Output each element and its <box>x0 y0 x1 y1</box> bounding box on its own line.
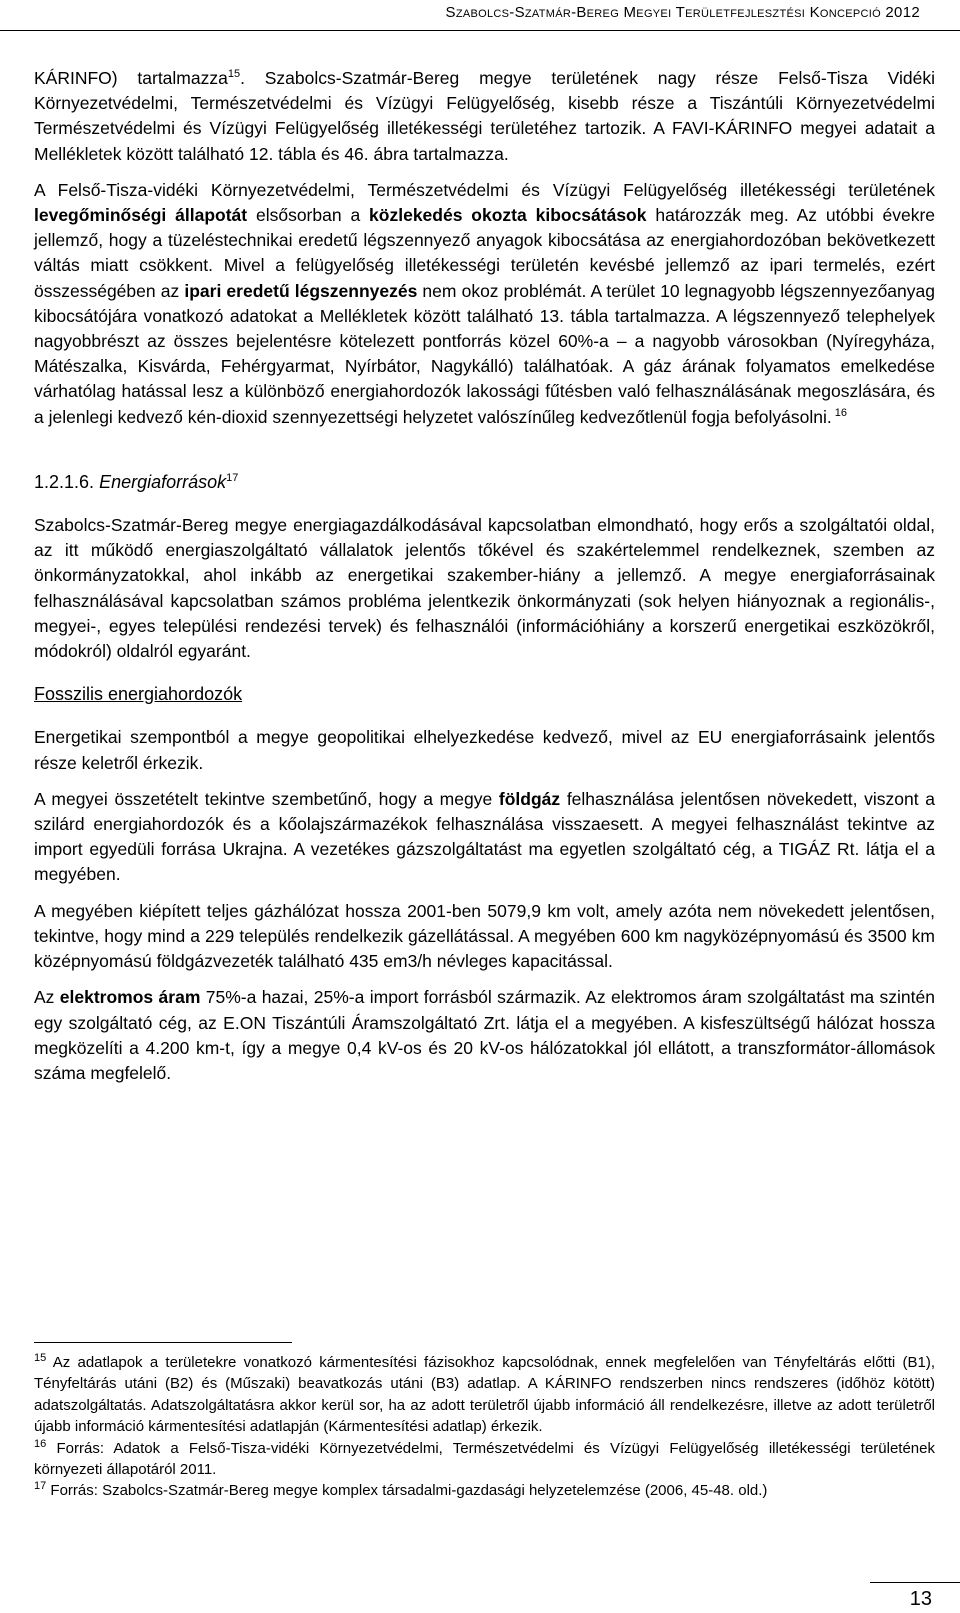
p5-text-1: A megyei összetételt tekintve szembetűnő, hogy a megye <box>34 788 499 809</box>
p2-text-4: nem okoz problémát. A terület 10 legnagyobb légszennyezőanyag kibocsátójára vonatkozó adatokat a Mellékletek között található 13. tábla tartalmazza. A légszennyező telephelyek nagyobbrészt az összes bejelentésre kötelezett pontforrás közel 60%-a – a nagyobb városokban (Nyíregyháza, Mátészalka, Kisvárda, Fehérgyarmat, Nyírbátor, Nagykálló) találhatóak. A gáz árának folyamatos emelkedése várhatólag hatással lesz a különböző energiahordozók lakossági fűtésben való felhasználásának megoszlására, és a jelenlegi kedvező kén-dioxid szennyezettségi helyzetet valószínűleg kedvezőtlenül fogja befolyásolni. <box>34 280 935 427</box>
p1-text-b: . Szabolcs-Szatmár-Bereg megye területének nagy része Felső-Tisza Vidéki Környezetvédelmi, Természetvédelmi és Vízügyi Felügyelőség, kisebb része a Tiszántúli Környezetvédelmi Természetvédelmi és Vízügyi Felügyelőség illetékességi területéhez tartozik. A FAVI-KÁRINFO megyei adatait a Mellékletek között található 12. tábla és 46. ábra tartalmazza. <box>34 68 935 164</box>
page-number-rule <box>870 1582 960 1583</box>
footnote-divider <box>34 1342 292 1343</box>
section-number: 1.2.1.6. <box>34 471 95 492</box>
footnote-number: 17 <box>34 1480 47 1493</box>
p2-bold-3: ipari eredetű légszennyezés <box>184 280 418 301</box>
p2-text-3: határozzák meg. Az utóbbi évekre jellemző, hogy a tüzeléstechnikai eredetű légszennyező anyagok kibocsátása az energiahordozóban bekövetkezett váltás miatt csökkent. Mivel a felügyelőség illetékességi területén kevésbé jellemző az ipari termelés, ezért összességében az <box>34 205 936 301</box>
p7-bold-1: elektromos áram <box>59 987 201 1008</box>
footnote-text: Az adatlapok a területekre vonatkozó kármentesítési fázisokhoz kapcsolódnak, ennek megfelelően van Tényfeltárás előtti (B1), Tényfeltárás utáni (B2) és (Műszaki) beavatkozás utáni (B3) adatlap. A KÁRINFO rendszerben nincs rendszeres (időhöz kötött) adatszolgáltatás. Adatszolgáltatásra akkor kerül sor, ha az adott területről újabb információ áll rendelkezésre, illetve az adott területről újabb információ kármentesítési adatlapján (Kármentesítési adatlap) érkezik. <box>34 1354 935 1436</box>
running-header <box>0 4 960 21</box>
paragraph-7 <box>34 985 935 1086</box>
header-title: Szabolcs-Szatmár-Bereg Megyei Területfejlesztési Koncepció 2012 <box>445 4 920 21</box>
header-divider <box>0 30 960 31</box>
p7-text-1: Az <box>34 987 60 1008</box>
paragraph-6: A megyében kiépített teljes gázhálózat hossza 2001-ben 5079,9 km volt, amely azóta nem növekedett jelentősen, tekintve, hogy mind a 229 település rendelkezik gázellátással. A megyében 600 km nagyközépnyomású és 3500 km középnyomású földgázvezeték található 435 em3/h névleges kapacitással. <box>34 900 935 972</box>
paragraph-2 <box>34 178 935 430</box>
p1-text-a: KÁRINFO) tartalmazza <box>34 68 228 88</box>
footnote-text: Forrás: Szabolcs-Szatmár-Bereg megye komplex társadalmi-gazdasági helyzetelemzése (2006, 45-48. old.) <box>46 1482 768 1500</box>
p5-text-2: felhasználása jelentősen növekedett, viszont a szilárd energiahordozók és a kőolajszármazékok felhasználása visszaesett. A megyei felhasználást tekintve az import egyedüli forrása Ukrajna. A vezetékes gázszolgáltatást ma egyetlen szolgáltató cég, a TIGÁZ Rt. látja el a megyében. <box>34 788 935 885</box>
footnote-text: Forrás: Adatok a Felső-Tisza-vidéki Környezetvédelmi, Természetvédelmi és Vízügyi Felügyelőség illetékességi területének környezeti állapotáról 2011. <box>34 1439 935 1479</box>
footnote-number: 15 <box>34 1352 47 1364</box>
footnote-ref-15[interactable]: 15 <box>227 68 241 81</box>
footnotes <box>34 1352 935 1502</box>
section-title: Energiaforrások <box>99 471 227 492</box>
footnote-16 <box>34 1438 935 1481</box>
section-heading <box>34 470 935 495</box>
p7-text-2: 75%-a hazai, 25%-a import forrásból származik. Az elektromos áram szolgáltatást ma szintén egy szolgáltató cég, az E.ON Tiszántúli Áramszolgáltató Zrt. látja el a megyében. A kisfeszültségű hálózat hossza megközelíti a 4.200 km-t, így a megye 0,4 kV-os és 20 kV-os hálózatokkal jól ellátott, a transzformátor-állomások száma megfelelő. <box>34 987 935 1083</box>
paragraph-3: Szabolcs-Szatmár-Bereg megye energiagazdálkodásával kapcsolatban elmondható, hogy erős a szolgáltatói oldal, az itt működő energiaszolgáltató vállalatok jelentős tőkével és szakértelemmel rendelkeznek, szemben az önkormányzatokkal, ahol inkább az energetikai szakember-hiány a jellemző. A megye energiaforrásainak felhasználásával kapcsolatban számos probléma jelentkezik önkormányzati (sok helyen hiányoznak a regionális-, megyei-, egyes települési rendezési tervek) és felhasználói (információhiány a korszerű energetikai eszközökről, módokról) oldalról egyaránt. <box>34 515 935 662</box>
paragraph-1 <box>34 66 935 167</box>
subheading-fossil: Fosszilis energiahordozók <box>34 684 243 705</box>
page-number: 13 <box>909 1588 932 1610</box>
footnote-ref-16[interactable]: 16 <box>831 406 848 419</box>
footnote-15 <box>34 1352 935 1438</box>
main-text <box>34 66 935 1086</box>
p5-bold-1: földgáz <box>498 788 561 809</box>
p2-bold-2: közlekedés okozta kibocsátások <box>369 205 647 226</box>
footnote-number: 16 <box>34 1437 47 1450</box>
footnote-ref-17[interactable]: 17 <box>226 471 239 484</box>
p2-text-1: A Felső-Tisza-vidéki Környezetvédelmi, Természetvédelmi és Vízügyi Felügyelőség illetékességi területének <box>34 179 935 200</box>
footnote-17 <box>34 1480 935 1501</box>
paragraph-4: Energetikai szempontból a megye geopolitikai elhelyezkedése kedvező, mivel az EU energiaforrásaink jelentős része keletről érkezik. <box>34 727 935 773</box>
p2-bold-1: levegőminőségi állapotát <box>34 205 248 226</box>
paragraph-5 <box>34 787 935 888</box>
p2-text-2: elsősorban a <box>247 205 370 226</box>
